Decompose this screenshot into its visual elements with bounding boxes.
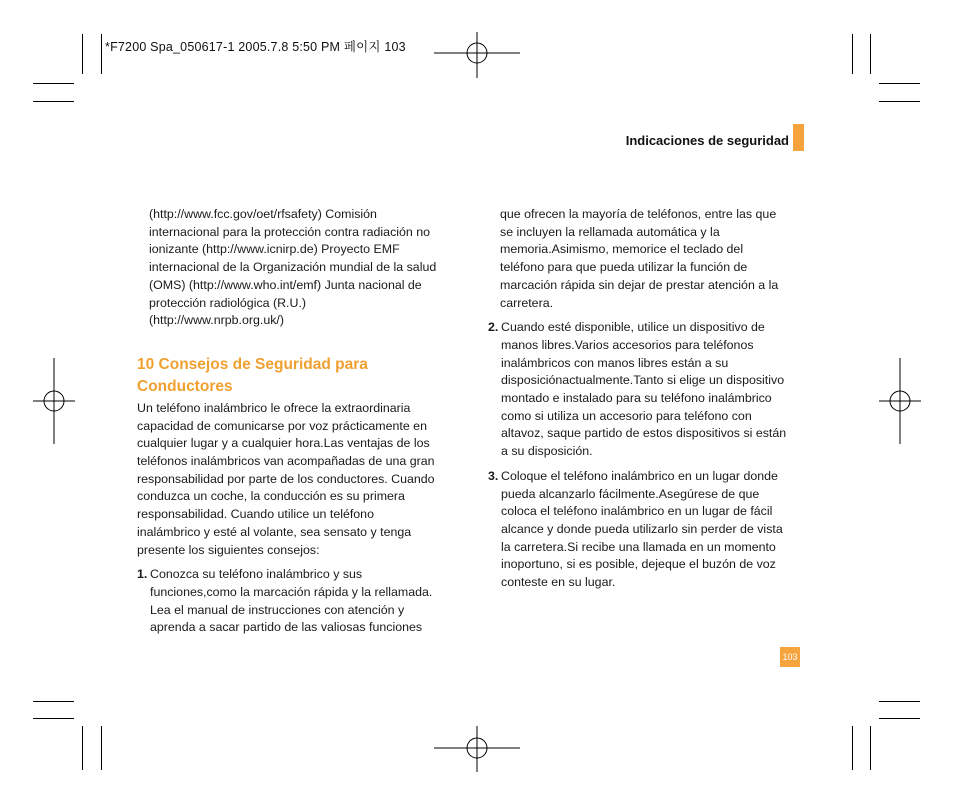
intro-paragraph: [137, 400, 453, 559]
text-line: inalámbrico y esté al volante, sea sensato y tenga: [137, 524, 412, 539]
text-line: altavoz, saque partido de estos dispositivos si están: [501, 426, 787, 441]
list-item-2: [488, 319, 804, 461]
text-line: Lea el manual de instrucciones con atención y: [150, 602, 405, 617]
text-line: capacidad de comunicarse por voz prácticamente en: [137, 418, 427, 433]
text-line: manos libres.Varios accesorios para teléfonos: [501, 337, 754, 352]
text-line: teléfono para que pueda utilizar la función de: [500, 260, 748, 275]
left-column: [137, 206, 453, 637]
registration-mark-top: [434, 32, 520, 82]
right-column: [488, 206, 804, 592]
text-line: a su disposición.: [501, 444, 593, 459]
section-heading: [137, 354, 453, 398]
text-line: internacional de la Organización mundial de la salud: [149, 260, 437, 275]
text-line: aprenda a sacar partido de las valiosas funciones: [150, 620, 423, 635]
text-line: protección radiológica (R.U.): [149, 295, 307, 310]
list-number: 2.: [488, 320, 499, 335]
header-accent-bar: [793, 124, 804, 151]
list-item-1: [137, 566, 453, 637]
text-line: responsabilidad por parte de los conductores. Cuando: [137, 471, 435, 486]
print-slug: *F7200 Spa_050617-1 2005.7.8 5:50 PM 페이지 103: [105, 40, 406, 54]
text-line: que ofrecen la mayoría de teléfonos, entre las que: [500, 207, 777, 221]
text-line: conteste en su lugar.: [501, 575, 616, 590]
text-line: (http://www.fcc.gov/oet/rfsafety) Comisión: [149, 207, 377, 221]
text-line: marcación rápida sin dejar de prestar atención a la: [500, 277, 779, 292]
text-line: teléfonos inalámbricos van acompañadas de una gran: [137, 454, 435, 469]
text-line: (http://www.nrpb.org.uk/): [149, 313, 284, 328]
text-line: como si utiliza un accesorio para teléfono con: [501, 408, 752, 423]
text-line: la carretera.Si recibe una llamada en un momento: [501, 539, 776, 554]
text-line: responsabilidad. Cuando utilice un teléfono: [137, 507, 374, 522]
text-line: Un teléfono inalámbrico le ofrece la extraordinaria: [137, 400, 411, 415]
page-number-badge: 103: [780, 647, 800, 667]
text-line: funciones,como la marcación rápida y la rellamada.: [150, 584, 433, 599]
text-line: ionizante (http://www.icnirp.de) Proyecto EMF: [149, 242, 400, 257]
running-header: Indicaciones de seguridad: [625, 133, 789, 148]
text-line: presente los siguientes consejos:: [137, 542, 320, 557]
text-line: montado e instalado para su teléfono inalámbrico: [501, 391, 772, 406]
list-number: 1.: [137, 567, 148, 582]
text-line: Coloque el teléfono inalámbrico en un lugar donde: [501, 468, 778, 483]
reference-continuation: [137, 206, 453, 330]
text-line: internacional para la protección contra radiación no: [149, 224, 431, 239]
registration-mark-bottom: [434, 726, 520, 776]
text-line: alcance y donde pueda utilizarlo sin perder de vista: [501, 521, 783, 536]
text-line: carretera.: [500, 295, 554, 310]
list-number: 3.: [488, 468, 499, 483]
text-line: Conozca su teléfono inalámbrico y sus: [150, 567, 363, 582]
registration-mark-right: [879, 358, 921, 444]
text-line: se incluyen la rellamada automática y la: [500, 224, 720, 239]
text-line: coloca el teléfono inalámbrico en un lugar de fácil: [501, 504, 773, 519]
text-line: pueda alcanzarlo fácilmente.Asegúrese de que: [501, 486, 760, 501]
text-line: memoria.Asimismo, memorice el teclado del: [500, 242, 744, 257]
list-item-1-continuation: [488, 206, 804, 312]
registration-mark-left: [33, 358, 75, 444]
text-line: Cuando esté disponible, utilice un dispositivo de: [501, 320, 765, 335]
list-item-3: [488, 468, 804, 592]
text-line: inalámbricos con manos libres están a su: [501, 355, 729, 370]
text-line: disposiciónactualmente.Tanto si elige un dispositivo: [501, 373, 785, 388]
text-line: conduzca un coche, la conducción es su primera: [137, 489, 405, 504]
text-line: cualquier lugar y a cualquier hora.Las ventajas de los: [137, 436, 430, 451]
section-heading-line: Conductores: [137, 377, 233, 395]
section-heading-line: 10 Consejos de Seguridad para: [137, 355, 368, 373]
text-line: inoportuno, si es posible, dejeque el buzón de voz: [501, 557, 776, 572]
text-line: (OMS) (http://www.who.int/emf) Junta nacional de: [149, 277, 422, 292]
